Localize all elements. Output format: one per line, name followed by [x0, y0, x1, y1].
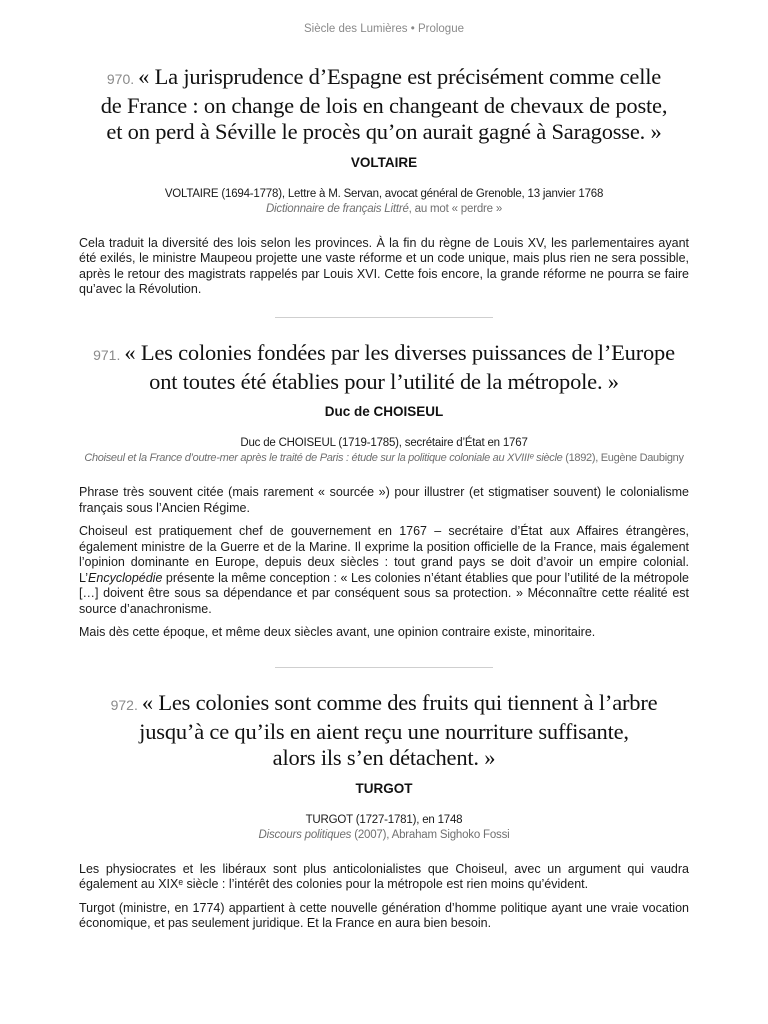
quote-number: 970.	[106, 71, 135, 87]
quote-source	[79, 187, 689, 217]
source-title: Discours politiques	[258, 828, 352, 841]
commentary-paragraph: Mais dès cette époque, et même deux siècles avant, une opinion contraire existe, minoritaire.	[79, 625, 596, 639]
source-suffix: (2007), Abraham Sighoko Fossi	[351, 828, 510, 841]
quote-source	[79, 436, 689, 466]
quote-author: TURGOT	[355, 780, 413, 796]
source-title: Dictionnaire de français Littré	[265, 202, 409, 215]
section-divider	[275, 317, 493, 318]
quote-line: « La jurisprudence d’Espagne est précisément comme celle	[138, 64, 662, 89]
quote-line: alors ils s’en détachent. »	[272, 745, 496, 770]
quote-line: jusqu’à ce qu’ils en aient reçu une nourriture suffisante,	[139, 718, 629, 744]
quote-number: 972.	[110, 697, 138, 713]
section-divider	[275, 667, 493, 668]
source-line: VOLTAIRE (1694-1778), Lettre à M. Servan, avocat général de Grenoble, 13 janvier 1768	[164, 187, 604, 200]
quote-author: Duc de CHOISEUL	[324, 404, 444, 419]
commentary-paragraph: Turgot (ministre, en 1774) appartient à cette nouvelle génération d’homme politique ayant une vraie vocation économique, et pas seulement juridique. Et la France en aura bien besoin.	[79, 900, 689, 930]
commentary	[79, 485, 689, 641]
quote-line: « Les colonies sont comme des fruits qui tiennent à l’arbre	[141, 690, 658, 715]
quote-line: ont toutes été établies pour l’utilité de la métropole. »	[149, 368, 619, 394]
quote-line: « Les colonies fondées par les diverses puissances de l’Europe	[124, 340, 675, 365]
source-suffix: , au mot « perdre »	[408, 202, 503, 215]
quote-source	[79, 813, 689, 843]
source-reference	[79, 202, 689, 217]
quote-author: VOLTAIRE	[350, 154, 418, 170]
commentary	[79, 862, 689, 932]
source-title: Choiseul et la France d’outre-mer après le traité de Paris : étude sur la politique coloniale au XVIIIᵉ siècle	[84, 452, 563, 464]
running-head: Siècle des Lumières • Prologue	[303, 23, 464, 35]
source-suffix: (1892), Eugène Daubigny	[562, 452, 684, 464]
commentary-paragraph: Cela traduit la diversité des lois selon les provinces. À la fin du règne de Louis XV, les parlementaires ayant été exilés, le ministre Maupeou projette une vaste réforme et un code unique, mais plus rien ne sera possible, après le retour des magistrats rappelés par Louis XVI. Cette fois encore, la grande réforme ne pourra se faire qu’avec la Révolution.	[79, 235, 689, 296]
quote-entry-971	[79, 340, 689, 649]
commentary-paragraph: Phrase très souvent citée (mais rarement « sourcée ») pour illustrer (et stigmatiser souvent) le colonialisme français sous l’Ancien Régime.	[79, 485, 689, 515]
source-reference	[79, 451, 689, 466]
source-reference	[79, 828, 689, 843]
commentary-paragraph: Choiseul est pratiquement chef de gouvernement en 1767 – secrétaire d’État aux Affaires étrangères, également ministre de la Guerre et de la Marine. Il exprime la position officielle de la France, mais également l’opinion dominante en Europe, depuis deux siècles : tout grand pays se doit d’avoir un empire colonial. L’Encyclopédie présente la même conception : « Les colonies n’étant établies que pour l’utilité de la métropole […] doivent être sous sa dépendance et par conséquent sous sa protection. » Méconnaître cette réalité est source d’anachronisme.	[79, 524, 689, 616]
commentary	[79, 236, 689, 298]
book-title: Encyclopédie	[88, 570, 163, 585]
source-line: TURGOT (1727-1781), en 1748	[305, 813, 463, 826]
quote-entry-972	[79, 690, 689, 940]
quote-entry-970	[79, 64, 689, 306]
quote-text	[79, 64, 689, 146]
quote-number: 971.	[93, 347, 121, 363]
quote-line: de France : on change de lois en changeant de chevaux de poste,	[100, 92, 668, 118]
commentary-paragraph: Les physiocrates et les libéraux sont plus anticolonialistes que Choiseul, avec un argument qui vaudra également au XIXᵉ siècle : l’intérêt des colonies pour la métropole est rien moins qu’évident.	[79, 861, 689, 891]
quote-text	[79, 690, 689, 772]
source-line: Duc de CHOISEUL (1719-1785), secrétaire d’État en 1767	[240, 437, 528, 449]
quote-text	[79, 340, 689, 395]
quote-line: et on perd à Séville le procès qu’on aurait gagné à Saragosse. »	[106, 119, 662, 144]
